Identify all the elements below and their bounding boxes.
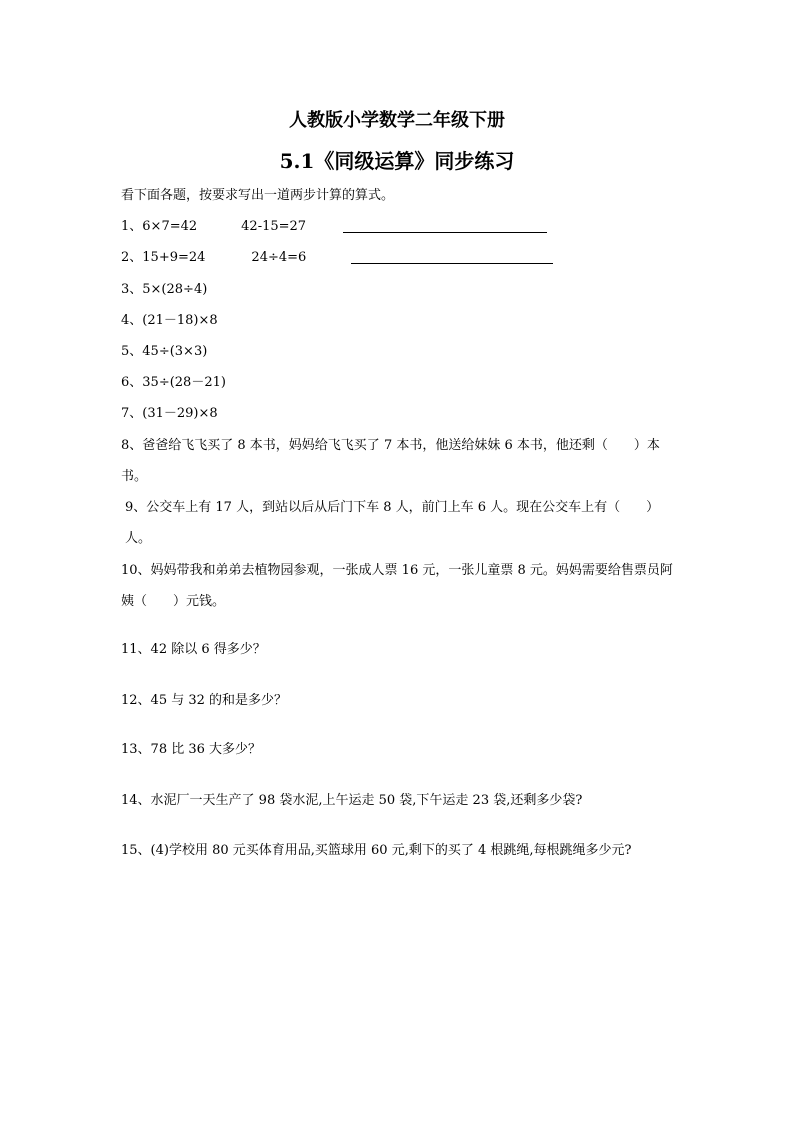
question-3: 3、5×(28÷4) — [121, 282, 208, 297]
question-2-label: 2、 — [121, 250, 143, 265]
question-10: 10、妈妈带我和弟弟去植物园参观，一张成人票 16 元，一张儿童票 8 元。妈妈需要给售票员阿姨（ ）元钱。 — [121, 563, 673, 609]
question-15: 15、(4)学校用 80 元买体育用品,买篮球用 60 元,剩下的买了 4 根跳绳,每根跳绳多少元? — [121, 843, 632, 858]
question-1-expr-a: 6×7=42 — [142, 219, 198, 234]
question-14: 14、水泥厂一天生产了 98 袋水泥,上午运走 50 袋,下午运走 23 袋,还剩多少袋? — [121, 793, 583, 808]
document-subtitle: 5.1《同级运算》同步练习 — [279, 149, 515, 173]
question-5: 5、45÷(3×3) — [121, 344, 208, 359]
answer-blank-1[interactable] — [343, 232, 547, 233]
question-2-expr-a: 15+9=24 — [142, 250, 206, 265]
question-9: 9、公交车上有 17 人，到站以后从后门下车 8 人，前门上车 6 人。现在公交车上有（ ）人。 — [125, 500, 660, 546]
question-12: 12、45 与 32 的和是多少？ — [121, 693, 288, 708]
question-7: 7、(31－29)×8 — [121, 406, 218, 421]
question-2 — [121, 250, 306, 266]
question-1 — [121, 219, 306, 235]
document-title: 人教版小学数学二年级下册 — [289, 110, 505, 131]
question-1-expr-b: 42-15=27 — [241, 219, 307, 234]
question-13: 13、78 比 36 大多少？ — [121, 742, 262, 757]
instruction-text: 看下面各题，按要求写出一道两步计算的算式。 — [121, 188, 395, 203]
question-2-expr-b: 24÷4=6 — [251, 250, 307, 265]
question-4: 4、(21－18)×8 — [121, 313, 218, 328]
answer-blank-2[interactable] — [351, 263, 553, 264]
question-6: 6、35÷(28－21) — [121, 375, 226, 390]
question-8: 8、爸爸给飞飞买了 8 本书，妈妈给飞飞买了 7 本书，他送给妹妹 6 本书，他还剩（ ）本书。 — [121, 438, 660, 484]
question-11: 11、42 除以 6 得多少？ — [121, 642, 266, 657]
question-1-label: 1、 — [121, 219, 143, 234]
